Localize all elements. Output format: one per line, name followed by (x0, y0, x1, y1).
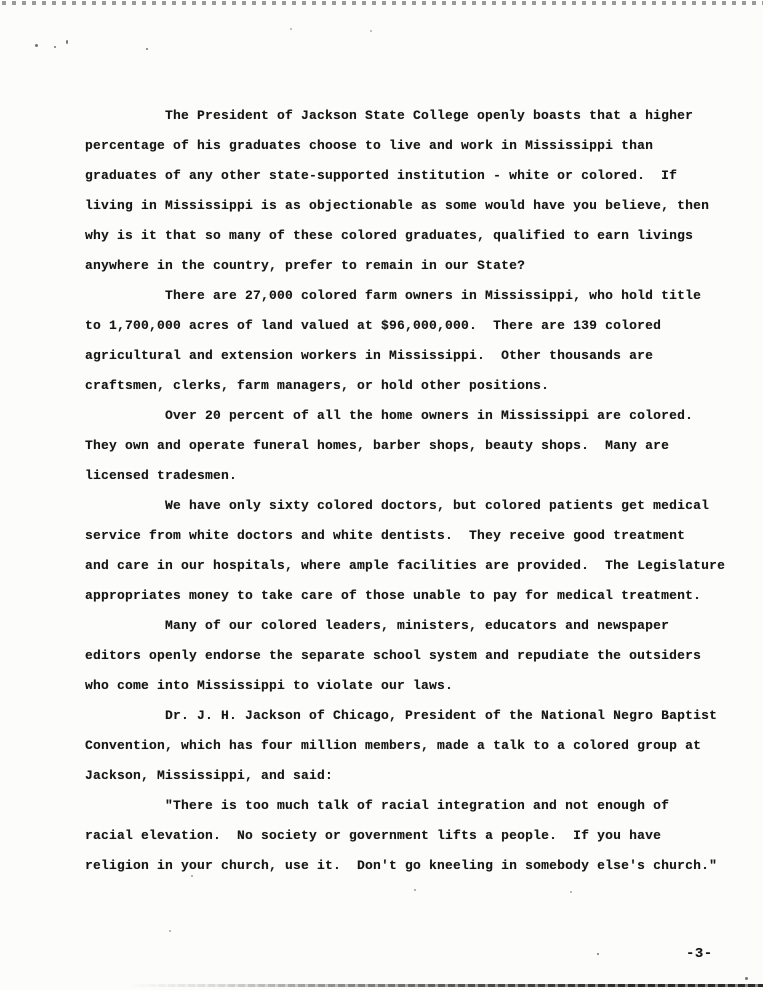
text-line: racial elevation. No society or government lifts a people. If you have (85, 828, 662, 843)
noise-speck (66, 40, 68, 44)
text-line: appropriates money to take care of those unable to pay for medical treatment. (85, 588, 702, 603)
text-line: to 1,700,000 acres of land valued at $96,000,000. There are 139 colored (85, 318, 662, 333)
paragraph (85, 281, 745, 401)
page-number: -3- (686, 946, 713, 962)
text-line: living in Mississippi is as objectionable as some would have you believe, then (85, 198, 710, 213)
noise-speck (570, 891, 572, 893)
noise-speck (146, 48, 148, 50)
text-line: "There is too much talk of racial integration and not enough of (165, 798, 670, 813)
text-line: craftsmen, clerks, farm managers, or hold other positions. (85, 378, 550, 393)
paragraph (85, 491, 745, 611)
text-line: editors openly endorse the separate school system and repudiate the outsiders (85, 648, 702, 663)
text-line: why is it that so many of these colored graduates, qualified to earn livings (85, 228, 694, 243)
scan-artifact-line (128, 984, 763, 987)
noise-speck (290, 28, 292, 30)
text-line: graduates of any other state-supported institution - white or colored. If (85, 168, 678, 183)
text-line: and care in our hospitals, where ample facilities are provided. The Legislature (85, 558, 726, 573)
noise-speck (414, 889, 416, 891)
noise-speck (370, 30, 372, 32)
text-line: Jackson, Mississippi, and said: (85, 768, 334, 783)
text-line: agricultural and extension workers in Mississippi. Other thousands are (85, 348, 654, 363)
text-line: There are 27,000 colored farm owners in Mississippi, who hold title (165, 288, 702, 303)
noise-speck (745, 977, 748, 980)
paragraph (85, 101, 745, 281)
paragraph (85, 701, 745, 791)
text-line: We have only sixty colored doctors, but colored patients get medical (165, 498, 710, 513)
text-line: religion in your church, use it. Don't go kneeling in somebody else's church." (85, 858, 718, 873)
text-line: percentage of his graduates choose to live and work in Mississippi than (85, 138, 654, 153)
document-body (85, 101, 745, 881)
noise-speck (191, 875, 193, 877)
text-line: who come into Mississippi to violate our laws. (85, 678, 454, 693)
perforation-dots-border (2, 1, 763, 5)
noise-speck (597, 953, 599, 955)
text-line: licensed tradesmen. (85, 468, 238, 483)
text-line: Over 20 percent of all the home owners in Mississippi are colored. (165, 408, 694, 423)
paragraph (85, 791, 745, 881)
noise-speck (169, 930, 171, 932)
text-line: Convention, which has four million members, made a talk to a colored group at (85, 738, 702, 753)
text-line: They own and operate funeral homes, barber shops, beauty shops. Many are (85, 438, 670, 453)
text-line: Many of our colored leaders, ministers, educators and newspaper (165, 618, 670, 633)
text-line: Dr. J. H. Jackson of Chicago, President of the National Negro Baptist (165, 708, 718, 723)
paragraph (85, 401, 745, 491)
text-line: service from white doctors and white dentists. They receive good treatment (85, 528, 686, 543)
noise-speck (54, 46, 56, 48)
text-line: anywhere in the country, prefer to remain in our State? (85, 258, 526, 273)
text-line: The President of Jackson State College openly boasts that a higher (165, 108, 694, 123)
paragraph (85, 611, 745, 701)
noise-speck (35, 44, 38, 47)
